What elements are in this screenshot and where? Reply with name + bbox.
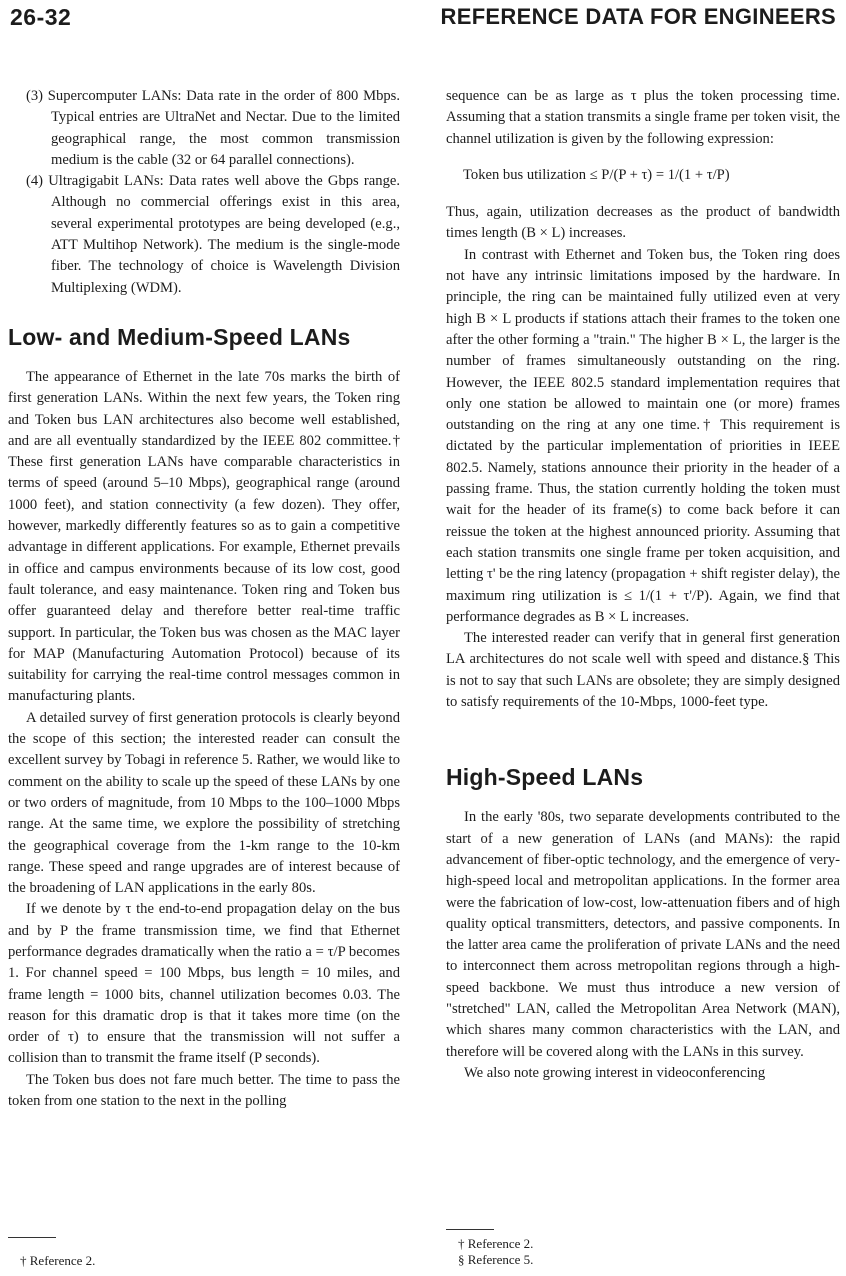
right-column [446, 86, 840, 1084]
list-item-supercomputer-lans: (3) Supercomputer LANs: Data rate in the order of 800 Mbps. Typical entries are UltraNet and Nectar. Due to the limited geographical range, the most common transmission medium is the cable (32 or 64 parallel connections). [26, 88, 400, 168]
paragraph: In the early '80s, two separate developments contributed to the start of a new generation of LANs (and MANs): the rapid advancement of fiber-optic technology, and the emergence of very-high-speed local and metropolitan applications. In the former area were the fabrication of low-cost, low-attenuation fibers and of high quality optical transmitters, detectors, and passive components. In the latter area came the proliferation of private LANs and the need to interconnect them across metropolitan regions through a high-speed backbone. We must thus introduce a new version of "stretched" LAN, called the Metropolitan Area Network (MAN), which shares many common characteristics with the LAN, and therefore will be covered along with the LANs in this survey. [446, 809, 840, 1060]
paragraph: sequence can be as large as τ plus the token processing time. Assuming that a station transmits a single frame per token visit, the channel utilization is given by the following expression: [446, 88, 840, 147]
footnote: § Reference 5. [458, 1252, 534, 1267]
paragraph: The appearance of Ethernet in the late 70s marks the birth of first generation LANs. Within the next few years, the Token ring and Token bus LAN architectures also become well established, and are all eventually standardized by the IEEE 802 committee.† These first generation LANs have comparable characteristics in terms of speed (around 5–10 Mbps), geographical range (around 1000 feet), and station connectivity (a few dozen). They offer, however, markedly differently features so as to gain a competitive advantage in different applications. For example, Ethernet prevails in office and campus environments because of its low cost, good fault tolerance, and easy maintenance. Token ring and Token bus offer guaranteed delay and therefore better real-time traffic support. In particular, the Token bus was chosen as the MAC layer for MAP (Manufacturing Automation Protocol) because of its suitability for carrying the real-time control messages common in manufacturing plants. [8, 368, 400, 705]
paragraph: The interested reader can verify that in general first generation LA architectures do not scale well with speed and distance.§ This is not to say that such LANs are obsolete; they are simply designed to satisfy requirements of the 10-Mbps, 1000-feet type. [446, 630, 840, 711]
footnote-rule [8, 1237, 56, 1238]
formula-token-bus-utilization: Token bus utilization ≤ P/(P + τ) = 1/(1 + τ/P) [463, 166, 730, 183]
paragraph: A detailed survey of first generation protocols is clearly beyond the scope of this section; the interested reader can consult the excellent survey by Tobagi in reference 5. Rather, we would like to comment on the ability to scale up the speed of these LANs by one or two orders of magnitude, from 10 Mbps to the 100–1000 Mbps range. At the same time, we explore the possibility of stretching the geographical coverage from the 1-km range to the 10-km range. These speed and range upgrades are of interest because of the broadening of LAN applications in the early 80s. [8, 709, 400, 897]
page-number: 26-32 [10, 4, 72, 30]
footnote-rule [446, 1229, 494, 1230]
page-header [10, 4, 836, 36]
left-column [8, 86, 400, 1112]
section-heading-low-medium-speed-lans: Low- and Medium-Speed LANs [8, 323, 351, 350]
paragraph: If we denote by τ the end-to-end propagation delay on the bus and by P the frame transmission time, we find that Ethernet performance degrades dramatically when the ratio a = τ/P becomes 1. For channel speed = 100 Mbps, bus length = 10 miles, and frame length = 1000 bits, channel utilization becomes 0.03. The reason for this dramatic drop is that it takes more time (on the order of τ) to ensure that the transmission will not suffer a collision than to transmit the frame itself (P seconds). [8, 901, 400, 1067]
footnotes-left [8, 1237, 95, 1269]
footnote: † Reference 2. [458, 1236, 534, 1251]
footnote: † Reference 2. [20, 1253, 96, 1268]
running-head: REFERENCE DATA FOR ENGINEERS [440, 4, 836, 29]
section-heading-high-speed-lans: High-Speed LANs [446, 764, 644, 791]
paragraph: Thus, again, utilization decreases as the product of bandwidth times length (B × L) increases. [446, 204, 840, 242]
paragraph: We also note growing interest in videoconferencing [464, 1064, 766, 1081]
paragraph: The Token bus does not fare much better. The time to pass the token from one station to the next in the polling [8, 1071, 400, 1110]
footnotes-right [446, 1229, 533, 1268]
list-item-ultragigabit-lans: (4) Ultragigabit LANs: Data rates well above the Gbps range. Although no commercial offerings exist in this area, several experimental prototypes are being developed (e.g., ATT Multihop Network). The medium is the single-mode fiber. The technology of choice is Wavelength Division Multiplexing (WDM). [26, 173, 400, 296]
paragraph: In contrast with Ethernet and Token bus, the Token ring does not have any intrinsic limitations imposed by the hardware. In principle, the ring can be maintained fully utilized even at very high B × L products if stations attach their frames to the token one after the other forming a "train." The higher B × L, the larger is the number of frames simultaneously outstanding on the ring. However, the IEEE 802.5 standard implementation requires that only one station be allowed to maintain one (or more) frames outstanding on the ring at any one time.† This requirement is dictated by the particular implementation of priorities in IEEE 802.5. Namely, stations announce their priority in the header of a passing frame. Thus, the station currently holding the token must wait for the header of its frame(s) to come back before it can reissue the token at the highest announced priority. Assuming that each station transmits one single frame per token acquisition, and letting τ' be the ring latency (propagation + shift register delay), the maximum ring utilization is ≤ 1/(1 + τ'/P). Again, we find that performance degrades as B × L increases. [446, 246, 840, 625]
section-gap [446, 713, 840, 739]
